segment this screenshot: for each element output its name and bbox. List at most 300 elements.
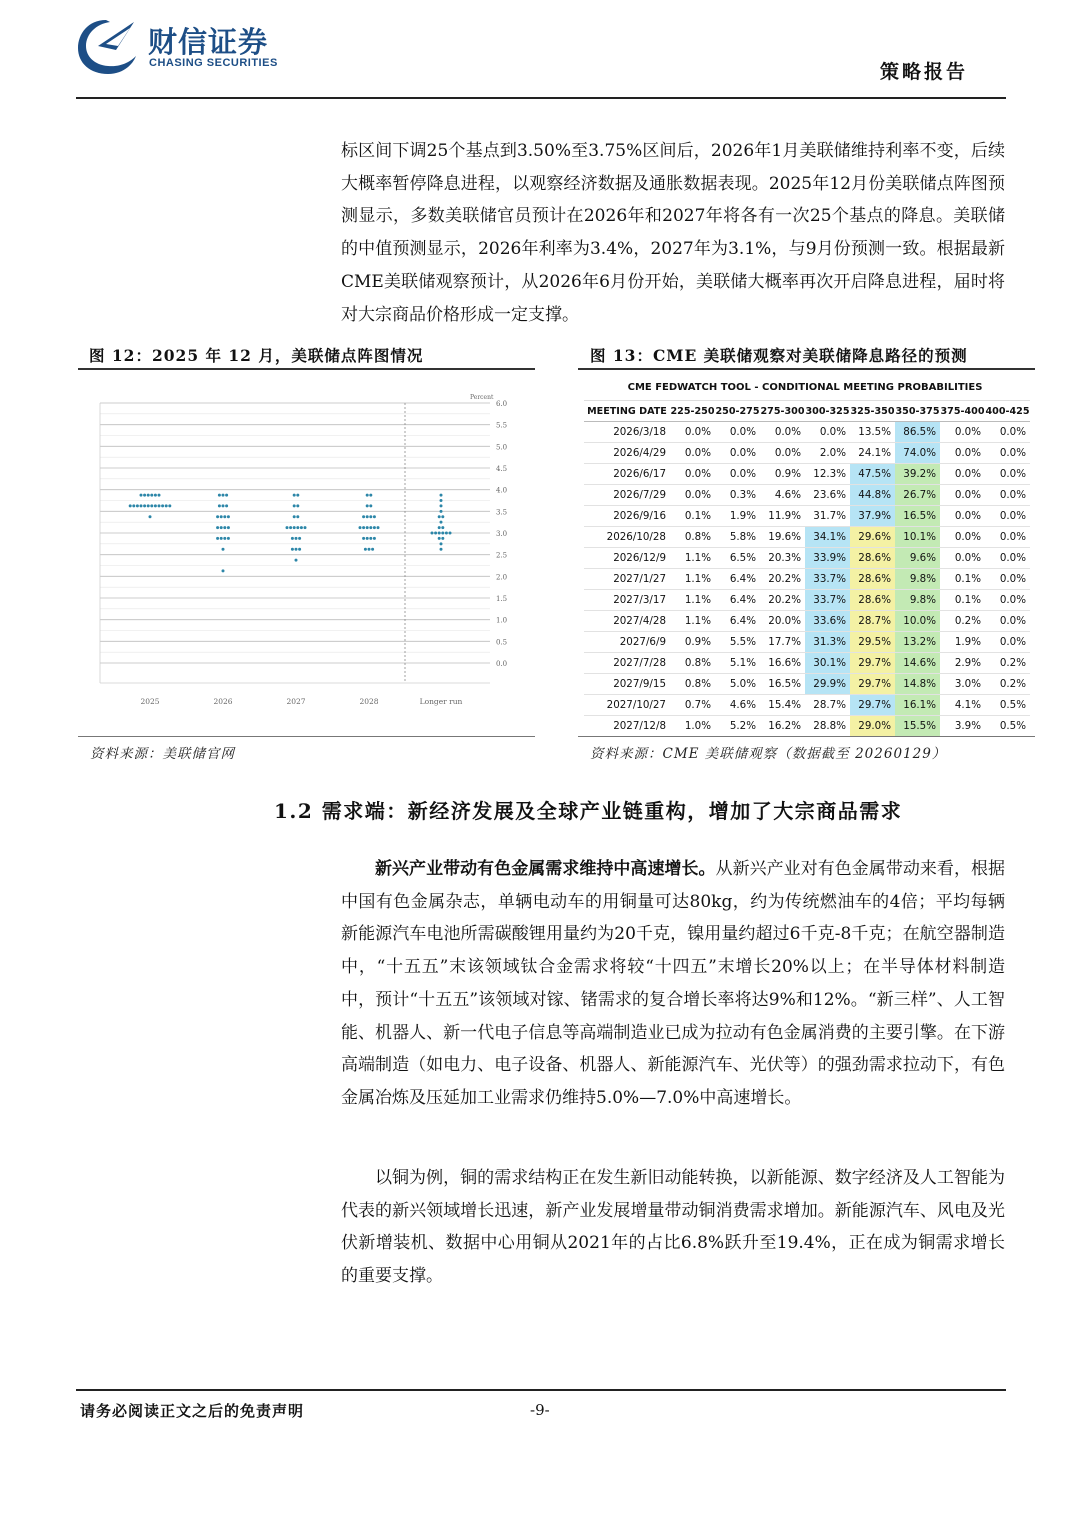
dot-2028 (368, 548, 371, 551)
dot-2025 (158, 494, 161, 497)
probability-cell: 23.6% (805, 485, 850, 506)
probability-cell: 5.8% (715, 527, 760, 548)
probability-cell: 11.9% (760, 506, 805, 527)
figure13-caption: 图 13：CME 美联储观察对美联储降息路径的预测 (590, 346, 968, 365)
dot-2027 (293, 504, 296, 507)
dot-2028 (359, 526, 362, 529)
probability-cell: 13.5% (850, 422, 895, 443)
dot-2028 (369, 504, 372, 507)
probability-cell: 9.8% (895, 590, 940, 611)
dot-longer-run (440, 548, 443, 551)
meeting-date-cell: 2027/1/27 (584, 569, 670, 590)
probability-cell: 0.9% (670, 632, 715, 653)
table-title-row (584, 374, 1030, 401)
probability-cell: 0.0% (760, 422, 805, 443)
probability-cell: 0.0% (670, 443, 715, 464)
dot-longer-run (440, 510, 443, 513)
probability-cell: 44.8% (850, 485, 895, 506)
dot-2025 (136, 504, 139, 507)
y-tick-label: 0.0 (496, 660, 508, 668)
probability-cell: 0.1% (670, 506, 715, 527)
probability-cell: 1.9% (940, 632, 985, 653)
probability-cell: 6.4% (715, 590, 760, 611)
probability-cell: 29.7% (850, 653, 895, 674)
x-tick-label: Longer run (419, 697, 463, 706)
dot-2027 (295, 548, 298, 551)
table-row (584, 632, 1030, 653)
figure12-bottom-rule (78, 736, 535, 737)
x-tick-label: 2027 (286, 697, 306, 706)
table-header-row (584, 401, 1030, 422)
probability-cell: 37.9% (850, 506, 895, 527)
table-row (584, 569, 1030, 590)
probability-cell: 0.0% (985, 632, 1030, 653)
dot-2025 (143, 504, 146, 507)
probability-cell: 74.0% (895, 443, 940, 464)
dot-longer-run (440, 521, 443, 524)
dot-2027 (295, 537, 298, 540)
dot-2028 (366, 526, 369, 529)
intro-paragraph: 标区间下调25个基点到3.50%至3.75%区间后，2026年1月美联储维持利率不变，后续大概率暂停降息进程，以观察经济数据及通胀数据表现。2025年12月份美联储点阵图预测显示，多数美联储官员预计在2026年和2027年将各有一次25个基点的降息。美联储的中值预测显示，2026年利率为3.4%，2027年为3.1%，与9月份预测一致。根据最新CME美联储观察预计，从2026年6月份开始，美联储大概率再次开启降息进程，届时将对大宗商品价格形成一定支撑。 (341, 141, 1005, 325)
dot-2025 (150, 504, 153, 507)
probability-cell: 0.0% (670, 464, 715, 485)
dot-2028 (366, 504, 369, 507)
dot-2026 (223, 526, 226, 529)
figure13-bottom-rule (578, 736, 1035, 737)
y-tick-label: 6.0 (496, 400, 508, 408)
probability-cell: 0.0% (715, 443, 760, 464)
dot-longer-run (449, 532, 452, 535)
probability-cell: 26.7% (895, 485, 940, 506)
section-heading: 1.2 需求端：新经济发展及全球产业链重构，增加了大宗商品需求 (274, 799, 903, 823)
dot-2025 (154, 504, 157, 507)
probability-cell: 1.1% (670, 569, 715, 590)
dot-2026 (223, 537, 226, 540)
dot-2025 (168, 504, 171, 507)
probability-cell: 13.2% (895, 632, 940, 653)
probability-cell: 33.7% (805, 590, 850, 611)
probability-cell: 0.0% (940, 443, 985, 464)
probability-cell: 15.4% (760, 695, 805, 716)
probability-cell: 0.0% (985, 548, 1030, 569)
dot-2028 (369, 537, 372, 540)
logo-english-name: CHASING SECURITIES (149, 57, 278, 69)
probability-cell: 5.0% (715, 674, 760, 695)
probability-cell: 0.0% (985, 443, 1030, 464)
dot-2028 (366, 515, 369, 518)
table-header-cell: 375-400 (940, 401, 985, 422)
y-tick-label: 4.0 (496, 486, 508, 495)
table-header-cell: 250-275 (715, 401, 760, 422)
table-header-cell: 350-375 (895, 401, 940, 422)
probability-cell: 0.0% (985, 506, 1030, 527)
probability-cell: 0.0% (985, 590, 1030, 611)
dot-2025 (140, 494, 143, 497)
probability-cell: 3.0% (940, 674, 985, 695)
probability-cell: 0.0% (670, 422, 715, 443)
probability-cell: 10.1% (895, 527, 940, 548)
table-row (584, 653, 1030, 674)
dot-2026 (227, 515, 230, 518)
meeting-date-cell: 2026/12/9 (584, 548, 670, 569)
dot-2026 (222, 494, 225, 497)
probability-cell: 1.1% (670, 548, 715, 569)
probability-cell: 0.0% (670, 485, 715, 506)
probability-cell: 5.1% (715, 653, 760, 674)
y-axis-label: Percent (470, 394, 494, 401)
probability-cell: 28.8% (805, 716, 850, 737)
dot-2025 (132, 504, 135, 507)
y-tick-label: 4.5 (496, 465, 508, 473)
dot-2025 (158, 504, 161, 507)
demand-paragraph (341, 853, 1005, 1115)
probability-cell: 39.2% (895, 464, 940, 485)
dot-2025 (150, 494, 153, 497)
probability-cell: 0.0% (940, 422, 985, 443)
probability-cell: 31.7% (805, 506, 850, 527)
dot-2028 (373, 515, 376, 518)
probability-cell: 0.0% (715, 422, 760, 443)
y-tick-label: 5.0 (496, 443, 508, 452)
figure12-source: 资料来源：美联储官网 (90, 746, 235, 762)
probability-cell: 0.9% (760, 464, 805, 485)
probability-cell: 0.0% (985, 611, 1030, 632)
dot-2028 (377, 526, 380, 529)
dot-2026 (220, 537, 223, 540)
probability-cell: 16.1% (895, 695, 940, 716)
probability-cell: 29.0% (850, 716, 895, 737)
dot-longer-run (441, 532, 444, 535)
probability-cell: 34.1% (805, 527, 850, 548)
dot-2026 (218, 494, 221, 497)
dot-longer-run (440, 542, 443, 545)
table-row (584, 443, 1030, 464)
dot-2025 (129, 504, 132, 507)
dot-longer-run (431, 532, 434, 535)
probability-cell: 28.6% (850, 548, 895, 569)
probability-cell: 9.6% (895, 548, 940, 569)
probability-cell: 12.3% (805, 464, 850, 485)
probability-cell: 20.0% (760, 611, 805, 632)
table-header-cell: 225-250 (670, 401, 715, 422)
dot-2025 (147, 494, 150, 497)
dot-2026 (225, 494, 228, 497)
probability-cell: 0.0% (985, 527, 1030, 548)
probability-cell: 33.6% (805, 611, 850, 632)
meeting-date-cell: 2027/12/8 (584, 716, 670, 737)
probability-cell: 0.1% (940, 590, 985, 611)
dot-2026 (216, 537, 219, 540)
probability-cell: 16.2% (760, 716, 805, 737)
dot-2027 (293, 515, 296, 518)
table-header-cell: 325-350 (850, 401, 895, 422)
dot-longer-run (441, 537, 444, 540)
y-tick-label: 1.0 (496, 616, 508, 625)
dot-2025 (161, 504, 164, 507)
probability-cell: 4.1% (940, 695, 985, 716)
dot-2027 (296, 494, 299, 497)
meeting-date-cell: 2026/4/29 (584, 443, 670, 464)
dot-longer-run (438, 537, 441, 540)
dot-longer-run (441, 526, 444, 529)
probability-cell: 1.0% (670, 716, 715, 737)
table-row (584, 716, 1030, 737)
probability-cell: 5.5% (715, 632, 760, 653)
x-tick-label: 2026 (213, 697, 233, 706)
dot-2025 (147, 504, 150, 507)
meeting-date-cell: 2026/10/28 (584, 527, 670, 548)
table-row (584, 611, 1030, 632)
probability-cell: 0.8% (670, 653, 715, 674)
probability-cell: 4.6% (760, 485, 805, 506)
probability-cell: 15.5% (895, 716, 940, 737)
probability-cell: 6.5% (715, 548, 760, 569)
probability-cell: 16.6% (760, 653, 805, 674)
probability-cell: 5.2% (715, 716, 760, 737)
table-header-cell: 300-325 (805, 401, 850, 422)
table-title: CME FEDWATCH TOOL - CONDITIONAL MEETING PROBABILITIES (584, 374, 1030, 401)
probability-cell: 1.1% (670, 611, 715, 632)
dot-2028 (366, 494, 369, 497)
dot-2027 (293, 526, 296, 529)
probability-cell: 20.2% (760, 569, 805, 590)
dot-longer-run (438, 532, 441, 535)
dot-2028 (366, 537, 369, 540)
probability-cell: 20.3% (760, 548, 805, 569)
dot-longer-run (440, 499, 443, 502)
meeting-date-cell: 2027/3/17 (584, 590, 670, 611)
dot-2027 (300, 526, 303, 529)
probability-cell: 0.0% (940, 548, 985, 569)
dot-longer-run (438, 526, 441, 529)
dot-2025 (154, 494, 157, 497)
probability-cell: 28.6% (850, 569, 895, 590)
dot-2025 (140, 504, 143, 507)
table-header-cell: 400-425 (985, 401, 1030, 422)
dot-longer-run (438, 515, 441, 518)
dot-2028 (371, 548, 374, 551)
dot-2028 (373, 537, 376, 540)
dot-2027 (286, 526, 289, 529)
probability-cell: 1.9% (715, 506, 760, 527)
probability-cell: 16.5% (760, 674, 805, 695)
dot-2026 (218, 504, 221, 507)
probability-cell: 24.1% (850, 443, 895, 464)
dot-2026 (222, 569, 225, 572)
dot-2028 (369, 515, 372, 518)
probability-cell: 9.8% (895, 569, 940, 590)
probability-cell: 29.5% (850, 632, 895, 653)
figure13-top-rule (578, 368, 1035, 370)
dot-2026 (223, 515, 226, 518)
footer-divider (76, 1389, 1006, 1391)
meeting-date-cell: 2027/9/15 (584, 674, 670, 695)
meeting-date-cell: 2026/9/16 (584, 506, 670, 527)
dot-2026 (216, 515, 219, 518)
probability-cell: 0.0% (985, 569, 1030, 590)
meeting-date-cell: 2026/6/17 (584, 464, 670, 485)
dot-longer-run (440, 494, 443, 497)
probability-cell: 10.0% (895, 611, 940, 632)
dot-2025 (149, 515, 152, 518)
y-tick-label: 0.5 (496, 638, 508, 647)
dot-2026 (216, 526, 219, 529)
table-row (584, 485, 1030, 506)
probability-cell: 31.3% (805, 632, 850, 653)
dot-2028 (369, 494, 372, 497)
dot-2027 (289, 526, 292, 529)
probability-cell: 6.4% (715, 569, 760, 590)
dot-2026 (222, 548, 225, 551)
meeting-date-cell: 2026/7/29 (584, 485, 670, 506)
y-tick-label: 5.5 (496, 421, 508, 430)
dot-2027 (296, 515, 299, 518)
probability-cell: 0.3% (715, 485, 760, 506)
probability-cell: 0.0% (805, 422, 850, 443)
dot-2025 (143, 494, 146, 497)
dot-2026 (227, 537, 230, 540)
dot-plot-chart (78, 378, 535, 733)
dot-2026 (225, 504, 228, 507)
probability-cell: 0.5% (985, 716, 1030, 737)
dot-2028 (362, 537, 365, 540)
table-row (584, 464, 1030, 485)
cme-fedwatch-table (584, 374, 1030, 737)
probability-cell: 0.0% (760, 443, 805, 464)
meeting-date-cell: 2027/6/9 (584, 632, 670, 653)
table-row (584, 674, 1030, 695)
table-row (584, 506, 1030, 527)
probability-cell: 1.1% (670, 590, 715, 611)
probability-cell: 0.0% (940, 464, 985, 485)
probability-cell: 0.0% (715, 464, 760, 485)
probability-cell: 4.6% (715, 695, 760, 716)
probability-cell: 16.5% (895, 506, 940, 527)
x-tick-label: 2028 (359, 697, 379, 706)
dot-longer-run (434, 532, 437, 535)
figure12-caption: 图 12：2025 年 12 月，美联储点阵图情况 (89, 346, 424, 365)
logo-chinese-name: 财信证券 (148, 25, 269, 59)
dot-2026 (220, 526, 223, 529)
probability-cell: 3.9% (940, 716, 985, 737)
dot-longer-run (445, 532, 448, 535)
page-number: -9- (530, 1401, 550, 1419)
demand-paragraph-body: 从新兴产业对有色金属带动来看，根据中国有色金属杂志，单辆电动车的用铜量可达80kg，约为传统燃油车的4倍；平均每辆新能源汽车电池所需碳酸锂用量约为20千克，镍用量约超过6千克-8千克；在航空器制造中，“十五五”末该领域钛合金需求将较“十四五”末增长20%以上；在半导体材料制造中，预计“十五五”该领域对镓、锗需求的复合增长率将达9%和12%。“新三样”、人工智能、机器人、新一代电子信息等高端制造业已成为拉动有色金属消费的主要引擎。在下游高端制造（如电力、电子设备、机器人、新能源汽车、光伏等）的强劲需求拉动下，有色金属冶炼及压延加工业需求仍维持5.0%—7.0%中高速增长。 (341, 859, 1006, 1108)
table-row (584, 590, 1030, 611)
probability-cell: 0.0% (985, 422, 1030, 443)
probability-cell: 19.6% (760, 527, 805, 548)
dot-2026 (222, 504, 225, 507)
dot-2027 (291, 537, 294, 540)
probability-cell: 29.7% (850, 695, 895, 716)
dot-2027 (291, 548, 294, 551)
probability-cell: 0.8% (670, 527, 715, 548)
report-type-label: 策略报告 (879, 61, 968, 83)
table-row (584, 422, 1030, 443)
table-header-cell: 275-300 (760, 401, 805, 422)
meeting-date-cell: 2027/7/28 (584, 653, 670, 674)
probability-cell: 86.5% (895, 422, 940, 443)
probability-cell: 0.0% (940, 527, 985, 548)
figure12-top-rule (78, 368, 535, 370)
copper-paragraph: 以铜为例，铜的需求结构正在发生新旧动能转换，以新能源、数字经济及人工智能为代表的新兴领域增长迅速，新产业发展增量带动铜消费需求增加。新能源汽车、风电及光伏新增装机、数据中心用铜从2021年的占比6.8%跃升至19.4%，正在成为铜需求增长的重要支撑。 (341, 1168, 1005, 1287)
probability-cell: 0.0% (940, 485, 985, 506)
y-tick-label: 3.5 (496, 508, 508, 517)
probability-cell: 29.6% (850, 527, 895, 548)
probability-cell: 30.1% (805, 653, 850, 674)
table-header-cell: MEETING DATE (584, 401, 670, 422)
probability-cell: 28.7% (805, 695, 850, 716)
probability-cell: 0.0% (985, 464, 1030, 485)
table-row (584, 548, 1030, 569)
probability-cell: 0.0% (940, 506, 985, 527)
probability-cell: 33.7% (805, 569, 850, 590)
probability-cell: 2.9% (940, 653, 985, 674)
dot-2028 (364, 548, 367, 551)
probability-cell: 33.9% (805, 548, 850, 569)
dot-2027 (304, 526, 307, 529)
demand-paragraph-lead: 新兴产业带动有色金属需求维持中高速增长。 (375, 859, 716, 879)
dot-longer-run (441, 515, 444, 518)
dot-2027 (296, 526, 299, 529)
dot-2028 (362, 515, 365, 518)
meeting-date-cell: 2027/10/27 (584, 695, 670, 716)
probability-cell: 0.5% (985, 695, 1030, 716)
y-tick-label: 2.5 (496, 551, 508, 560)
probability-cell: 29.7% (850, 674, 895, 695)
probability-cell: 14.6% (895, 653, 940, 674)
probability-cell: 28.7% (850, 611, 895, 632)
probability-cell: 6.4% (715, 611, 760, 632)
probability-cell: 0.2% (940, 611, 985, 632)
meeting-date-cell: 2026/3/18 (584, 422, 670, 443)
probability-cell: 0.1% (940, 569, 985, 590)
dot-2027 (296, 504, 299, 507)
dot-2027 (298, 548, 301, 551)
dot-2028 (373, 526, 376, 529)
probability-cell: 17.7% (760, 632, 805, 653)
dot-longer-run (440, 504, 443, 507)
meeting-date-cell: 2027/4/28 (584, 611, 670, 632)
probability-cell: 0.2% (985, 653, 1030, 674)
probability-cell: 47.5% (850, 464, 895, 485)
dot-2025 (165, 504, 168, 507)
table-row (584, 527, 1030, 548)
probability-cell: 0.2% (985, 674, 1030, 695)
y-tick-label: 2.0 (496, 573, 508, 582)
dot-2027 (295, 559, 298, 562)
dot-2028 (369, 526, 372, 529)
x-tick-label: 2025 (140, 697, 160, 706)
company-logo-icon (76, 16, 140, 76)
figure13-source: 资料来源：CME 美联储观察（数据截至 20260129） (590, 746, 947, 762)
dot-2026 (227, 526, 230, 529)
y-tick-label: 3.0 (496, 530, 508, 538)
y-tick-label: 1.5 (496, 595, 508, 603)
header-divider (76, 97, 1006, 99)
disclaimer-note: 请务必阅读正文之后的免责声明 (80, 1402, 305, 1420)
dot-2027 (293, 494, 296, 497)
probability-cell: 0.0% (985, 485, 1030, 506)
probability-cell: 2.0% (805, 443, 850, 464)
probability-cell: 29.9% (805, 674, 850, 695)
table-row (584, 695, 1030, 716)
dot-2026 (220, 515, 223, 518)
probability-cell: 0.7% (670, 695, 715, 716)
dot-2027 (298, 537, 301, 540)
probability-cell: 28.6% (850, 590, 895, 611)
probability-cell: 20.2% (760, 590, 805, 611)
